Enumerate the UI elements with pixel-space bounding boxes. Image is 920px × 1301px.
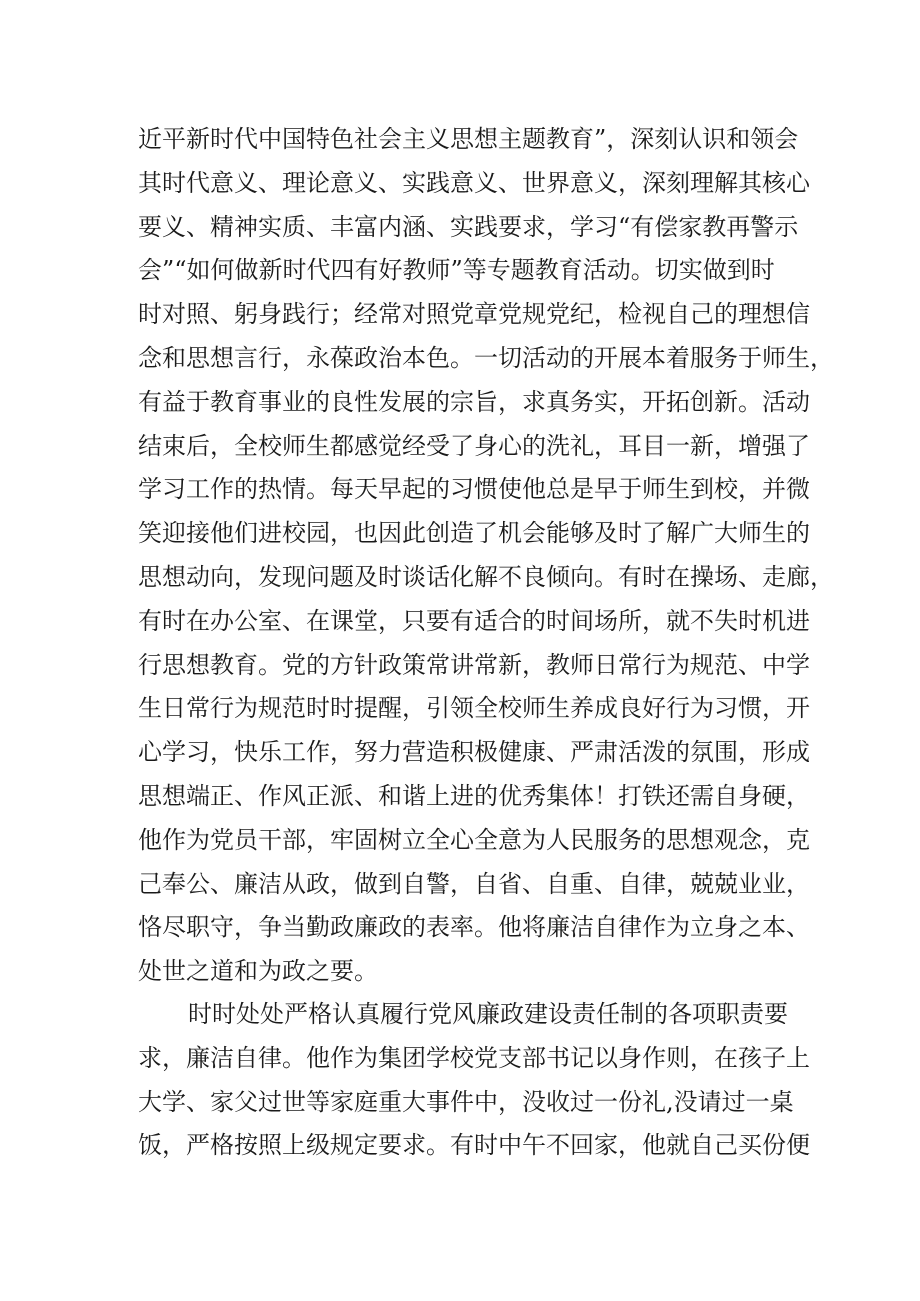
text-line: 学习工作的热情。每天早起的习惯使他总是早于师生到校，并微 xyxy=(138,475,810,504)
text-line: 心学习，快乐工作，努力营造积极健康、严肃活泼的氛围，形成 xyxy=(138,738,810,767)
text-line: 念和思想言行，永葆政治本色。一切活动的开展本着服务于师生， xyxy=(138,343,834,372)
paragraph-2 xyxy=(138,993,810,1168)
text-line: 处世之道和为政之要。 xyxy=(138,957,378,986)
text-line: 要义、精神实质、丰富内涵、实践要求，学习“有偿家教再警示 xyxy=(138,212,799,241)
text-line: 他作为党员干部，牢固树立全心全意为人民服务的思想观念，克 xyxy=(138,825,810,854)
text-line: 恪尽职守，争当勤政廉政的表率。他将廉洁自律作为立身之本、 xyxy=(138,913,810,942)
text-line: 有益于教育事业的良性发展的宗旨，求真务实，开拓创新。活动 xyxy=(138,387,810,416)
text-line: 时时处处严格认真履行党风廉政建设责任制的各项职责要 xyxy=(188,1000,788,1028)
text-line: 结束后，全校师生都感觉经受了身心的洗礼，耳目一新，增强了 xyxy=(138,431,810,460)
text-line: 求，廉洁自律。他作为集团学校党支部书记以身作则，在孩子上 xyxy=(138,1043,810,1072)
text-line: 思想动向，发现问题及时谈话化解不良倾向。有时在操场、走廊， xyxy=(138,562,834,591)
text-line: 行思想教育。党的方针政策常讲常新，教师日常行为规范、中学 xyxy=(138,650,810,679)
text-line: 有时在办公室、在课堂，只要有适合的时间场所，就不失时机进 xyxy=(138,606,810,635)
text-line: 时对照、躬身践行；经常对照党章党规党纪，检视自己的理想信 xyxy=(138,300,810,329)
paragraph-1 xyxy=(138,118,834,994)
text-line: 近平新时代中国特色社会主义思想主题教育”，深刻认识和领会 xyxy=(138,125,799,153)
text-line: 大学、家父过世等家庭重大事件中，没收过一份礼,没请过一桌 xyxy=(138,1087,794,1116)
text-line: 生日常行为规范时时提醒，引领全校师生养成良好行为习惯，开 xyxy=(138,694,810,723)
text-line: 其时代意义、理论意义、实践意义、世界意义，深刻理解其核心 xyxy=(138,168,810,197)
text-line: 思想端正、作风正派、和谐上进的优秀集体！打铁还需自身硬， xyxy=(138,781,810,810)
text-line: 己奉公、廉洁从政，做到自警，自省、自重、自律，兢兢业业， xyxy=(138,869,810,898)
text-line: 会”“如何做新时代四有好教师”等专题教育活动。切实做到时 xyxy=(138,256,775,285)
text-line: 笑迎接他们进校园，也因此创造了机会能够及时了解广大师生的 xyxy=(138,519,810,548)
text-line: 饭，严格按照上级规定要求。有时中午不回家，他就自己买份便 xyxy=(138,1131,810,1160)
